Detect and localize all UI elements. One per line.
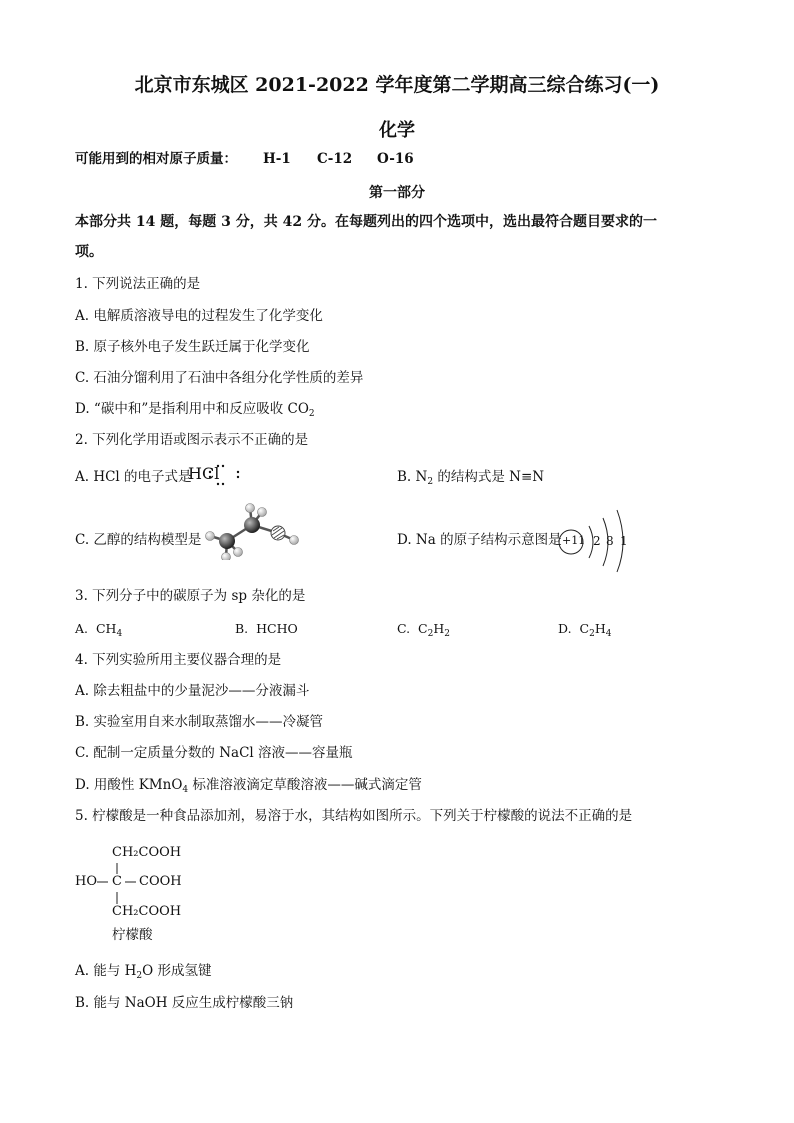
na-shell-3: 1 — [620, 534, 628, 548]
q1-option-c: C. 石油分馏利用了石油中各组分化学性质的差异 — [75, 370, 364, 386]
subject-title: 化学 — [379, 120, 415, 141]
q3-stem: 3. 下列分子中的碳原子为 sp 杂化的是 — [75, 588, 306, 604]
ethanol-model-icon — [200, 500, 310, 560]
atomic-mass-label: 可能用到的相对原子质量： — [75, 151, 237, 167]
q3-option-a — [75, 620, 122, 638]
q3-option-a-main: CH — [95, 621, 117, 636]
q1-stem: 1. 下列说法正确的是 — [75, 276, 201, 292]
na-nucleus-label: +11 — [562, 534, 586, 547]
na-shell-2: 8 — [606, 534, 614, 548]
q3-option-b-label: B. — [235, 621, 249, 636]
page-title: 北京市东城区 2021-2022 学年度第二学期高三综合练习(一) — [134, 74, 660, 96]
hcl-cl-symbol: Cl — [202, 464, 220, 483]
citric-struct-left: HO — [75, 874, 97, 889]
section-instruction-line2: 项。 — [75, 244, 103, 260]
atomic-mass-o: O-16 — [377, 151, 414, 167]
q4-option-d-sub: 4 — [182, 785, 189, 795]
q5-option-a-pre: A. 能与 H — [75, 963, 137, 979]
q5-option-b: B. 能与 NaOH 反应生成柠檬酸三钠 — [75, 995, 294, 1011]
citric-struct-right: COOH — [139, 874, 182, 889]
q3-option-a-sub: 4 — [116, 629, 123, 639]
atomic-mass-c: C-12 — [317, 151, 353, 167]
q3-option-b-main: HCHO — [256, 621, 298, 636]
q4-stem: 4. 下列实验所用主要仪器合理的是 — [75, 652, 282, 668]
q1-option-a: A. 电解质溶液导电的过程发生了化学变化 — [75, 308, 323, 324]
q3-option-d — [558, 620, 611, 638]
q5-option-a-sub: 2 — [136, 971, 143, 981]
q2-option-d: D. Na 的原子结构示意图是 — [397, 532, 562, 548]
citric-struct-bottom: CH₂COOH — [112, 904, 182, 919]
q3-option-d-sub1: 2 — [589, 629, 595, 639]
hcl-h-symbol: H — [188, 464, 202, 483]
q3-option-b — [235, 620, 298, 638]
q3-option-c-main1: C — [418, 621, 428, 636]
q3-option-d-main2: H — [594, 621, 606, 636]
q4-option-c: C. 配制一定质量分数的 NaCl 溶液——容量瓶 — [75, 745, 353, 761]
q2-option-b — [397, 468, 544, 486]
q4-option-b: B. 实验室用自来水制取蒸馏水——冷凝管 — [75, 714, 324, 730]
q4-option-d — [75, 776, 422, 794]
q3-option-d-sub2: 4 — [605, 629, 612, 639]
q3-option-c-main2: H — [433, 621, 445, 636]
q4-option-d-pre: D. 用酸性 KMnO — [75, 777, 183, 793]
atomic-mass-h: H-1 — [263, 151, 291, 167]
q3-option-c — [397, 620, 450, 638]
q4-option-d-post: 标准溶液滴定草酸溶液——碱式滴定管 — [188, 777, 422, 793]
q1-option-d-text: D. “碳中和”是指利用中和反应吸收 CO — [75, 401, 309, 417]
q2-stem: 2. 下列化学用语或图示表示不正确的是 — [75, 432, 309, 448]
q3-option-c-sub1: 2 — [427, 629, 434, 639]
q2-option-c: C. 乙醇的结构模型是 — [75, 532, 202, 548]
q2-option-b-pre: B. N — [397, 469, 428, 485]
q2-option-a-text: A. HCl 的电子式是 — [75, 469, 192, 485]
q3-option-d-main1: C — [579, 621, 590, 636]
section-instruction-line1: 本部分共 14 题，每题 3 分，共 42 分。在每题列出的四个选项中，选出最符合题目要求的一 — [75, 214, 657, 230]
citric-struct-caption: 柠檬酸 — [112, 927, 153, 943]
q3-option-c-sub2: 2 — [444, 629, 450, 639]
q5-option-a-post: O 形成氢键 — [142, 963, 212, 979]
na-shell-1: 2 — [593, 534, 601, 548]
q1-option-d-sub: 2 — [308, 409, 315, 419]
q2-option-b-sub: 2 — [427, 477, 434, 487]
section-title: 第一部分 — [369, 185, 425, 201]
citric-struct-top: CH₂COOH — [112, 845, 182, 860]
q5-stem: 5. 柠檬酸是一种食品添加剂，易溶于水，其结构如图所示。下列关于柠檬酸的说法不正确的是 — [75, 808, 633, 824]
q1-option-d — [75, 400, 315, 418]
q3-option-c-label: C. — [397, 621, 411, 636]
q3-option-a-label: A. — [75, 621, 89, 636]
citric-struct-center: C — [112, 874, 122, 889]
q3-option-d-label: D. — [558, 621, 572, 636]
q1-option-b: B. 原子核外电子发生跃迁属于化学变化 — [75, 339, 310, 355]
q4-option-a: A. 除去粗盐中的少量泥沙——分液漏斗 — [75, 683, 310, 699]
q2-option-b-post: 的结构式是 N≡N — [433, 469, 545, 485]
q2-option-a — [75, 468, 192, 486]
q5-option-a — [75, 962, 212, 980]
